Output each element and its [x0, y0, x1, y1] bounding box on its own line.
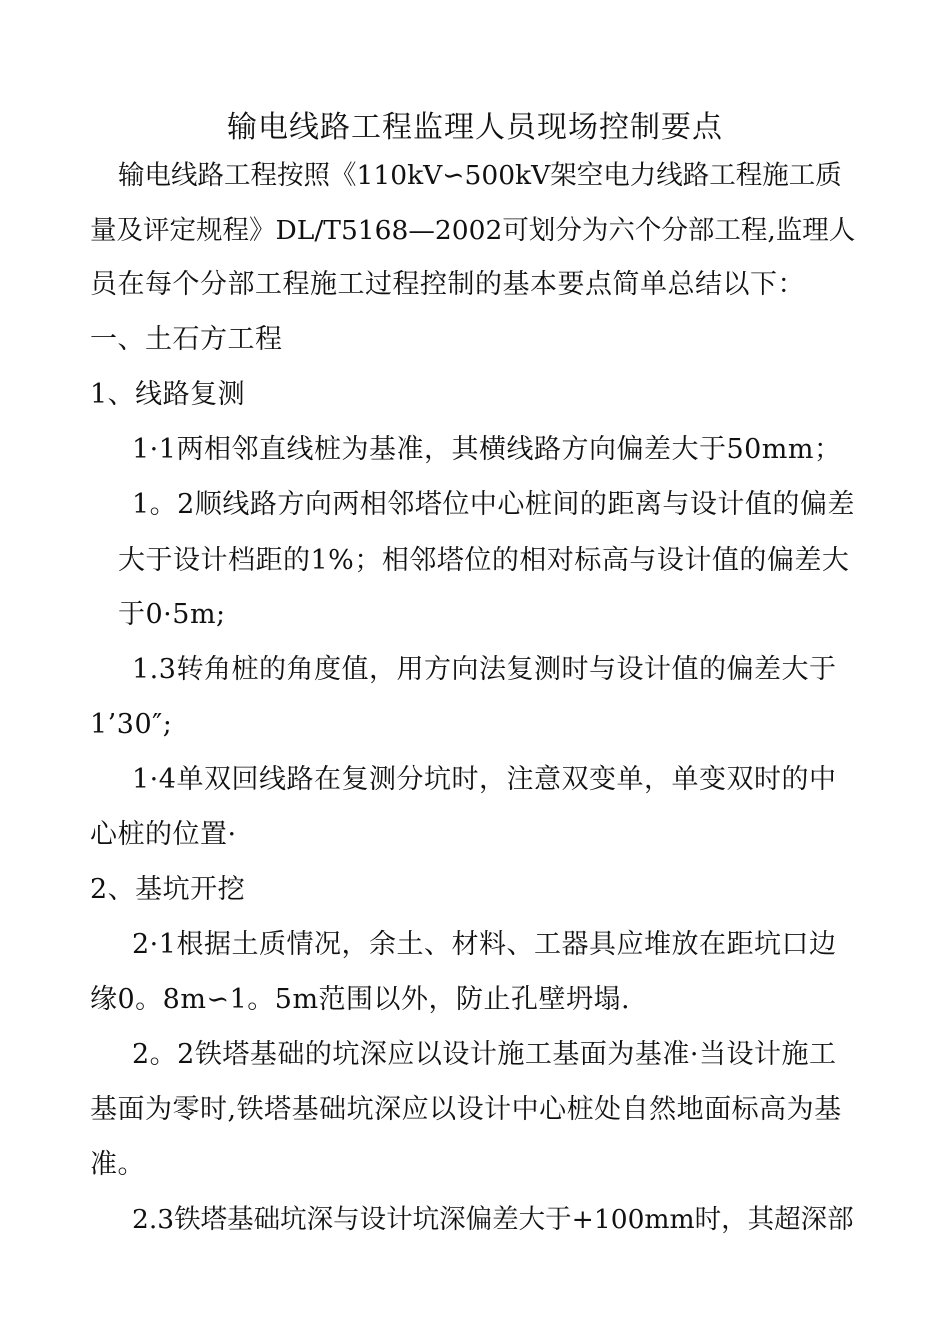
paragraph-line: 输电线路工程按照《110kV∽500kV架空电力线路工程施工质 — [118, 160, 842, 191]
paragraph-line: 1·4单双回线路在复测分坑时，注意双变单，单变双时的中 — [132, 764, 837, 795]
paragraph-line: 心桩的位置· — [90, 819, 237, 850]
document-title: 输电线路工程监理人员现场控制要点 — [227, 110, 723, 145]
subsection-heading: 2、基坑开挖 — [90, 874, 246, 905]
paragraph-line: 准。 — [90, 1149, 145, 1180]
paragraph-line: 1·1两相邻直线桩为基准，其横线路方向偏差大于50mm； — [132, 434, 842, 465]
subsection-heading: 1、线路复测 — [90, 379, 246, 410]
section-heading: 一、土石方工程 — [90, 324, 283, 355]
paragraph-line: 缘0。8m∽1。5m范围以外，防止孔壁坍塌. — [90, 984, 631, 1015]
paragraph-line: 于0·5m; — [118, 599, 226, 630]
paragraph-line: 1’30″; — [90, 709, 173, 740]
paragraph-line: 1.3转角桩的角度值，用方向法复测时与设计值的偏差大于 — [132, 654, 837, 685]
paragraph-line: 基面为零时,铁塔基础坑深应以设计中心桩处自然地面标高为基 — [90, 1094, 842, 1125]
paragraph-line: 大于设计档距的1%；相邻塔位的相对标高与设计值的偏差大 — [118, 545, 850, 576]
paragraph-line: 1。2顺线路方向两相邻塔位中心桩间的距离与设计值的偏差 — [132, 489, 855, 520]
paragraph-line: 2.3铁塔基础坑深与设计坑深偏差大于+100mm时，其超深部 — [132, 1204, 854, 1235]
paragraph-line: 2。2铁塔基础的坑深应以设计施工基面为基准·当设计施工 — [132, 1039, 837, 1070]
paragraph-line: 员在每个分部工程施工过程控制的基本要点简单总结以下： — [90, 269, 805, 300]
paragraph-line: 量及评定规程》DL/T5168—2002可划分为六个分部工程,监理人 — [90, 215, 856, 246]
paragraph-line: 2·1根据土质情况，余土、材料、工器具应堆放在距坑口边 — [132, 929, 837, 960]
